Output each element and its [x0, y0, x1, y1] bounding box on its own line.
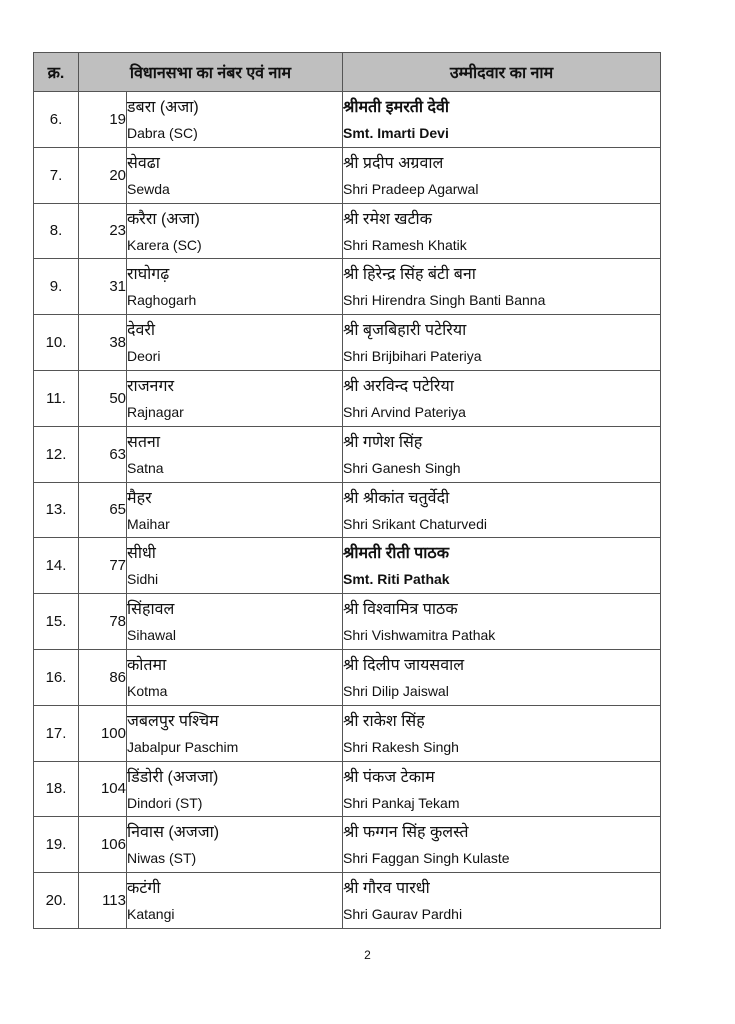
constituency-name-hindi: कटंगी [127, 880, 161, 898]
candidate-name-english: Shri Ganesh Singh [343, 459, 461, 476]
constituency-name [127, 649, 343, 705]
table-header-row [34, 53, 661, 92]
table-row [34, 370, 661, 426]
candidate-name-english: Shri Vishwamitra Pathak [343, 627, 496, 644]
constituency-name-hindi: करैरा (अजा) [127, 210, 200, 228]
serial-number: 13. [34, 482, 79, 538]
constituency-name [127, 594, 343, 650]
serial-number: 12. [34, 426, 79, 482]
constituency-name [127, 370, 343, 426]
candidate-name-english: Shri Pankaj Tekam [343, 794, 460, 811]
constituency-name-english: Rajnagar [127, 403, 184, 420]
candidate-name [343, 370, 661, 426]
constituency-number: 113 [79, 873, 127, 929]
serial-number: 20. [34, 873, 79, 929]
constituency-name-english: Dabra (SC) [127, 125, 198, 141]
constituency-name [127, 873, 343, 929]
serial-number: 7. [34, 147, 79, 203]
candidate-name-hindi: श्री बृजबिहारी पटेरिया [343, 322, 467, 340]
candidate-name [343, 705, 661, 761]
serial-number: 19. [34, 817, 79, 873]
serial-number: 15. [34, 594, 79, 650]
candidate-name-english: Shri Dilip Jaiswal [343, 682, 449, 699]
constituency-number: 31 [79, 259, 127, 315]
constituency-name-english: Jabalpur Paschim [127, 738, 239, 755]
candidate-name-hindi: श्री फग्गन सिंह कुलस्ते [343, 824, 469, 842]
constituency-name-english: Karera (SC) [127, 236, 202, 253]
constituency-name-english: Niwas (ST) [127, 850, 197, 867]
constituency-number: 104 [79, 761, 127, 817]
candidate-name-english: Shri Pradeep Agarwal [343, 180, 479, 197]
candidate-name-hindi: श्री गौरव पारधी [343, 880, 430, 898]
candidate-name [343, 873, 661, 929]
constituency-name-english: Maihar [127, 515, 170, 532]
header-constituency: विधानसभा का नंबर एवं नाम [79, 53, 343, 92]
constituency-name-english: Sewda [127, 180, 170, 197]
serial-number: 18. [34, 761, 79, 817]
constituency-name-english: Deori [127, 348, 161, 365]
serial-number: 6. [34, 92, 79, 148]
candidate-name-english: Shri Rakesh Singh [343, 738, 459, 755]
constituency-name-hindi: राघोगढ़ [127, 266, 170, 284]
candidate-name-english: Smt. Riti Pathak [343, 571, 450, 588]
header-serial: क्र. [34, 53, 79, 92]
constituency-name-english: Satna [127, 459, 164, 476]
candidate-name [343, 147, 661, 203]
candidate-name-english: Shri Brijbihari Pateriya [343, 348, 482, 365]
candidate-name [343, 315, 661, 371]
candidate-name-english: Shri Faggan Singh Kulaste [343, 850, 510, 867]
candidate-name [343, 594, 661, 650]
constituency-number: 65 [79, 482, 127, 538]
constituency-name [127, 259, 343, 315]
candidate-name [343, 259, 661, 315]
constituency-number: 106 [79, 817, 127, 873]
table-row [34, 482, 661, 538]
constituency-name-hindi: देवरी [127, 322, 156, 340]
candidate-table [33, 52, 661, 929]
constituency-number: 50 [79, 370, 127, 426]
table-row [34, 203, 661, 259]
constituency-name-english: Sihawal [127, 627, 177, 644]
constituency-name-hindi: कोतमा [127, 656, 167, 674]
candidate-name [343, 761, 661, 817]
serial-number: 10. [34, 315, 79, 371]
constituency-name-hindi: निवास (अजजा) [127, 824, 220, 842]
candidate-name-hindi: श्री गणेश सिंह [343, 433, 423, 451]
serial-number: 11. [34, 370, 79, 426]
constituency-name-hindi: जबलपुर पश्चिम [127, 712, 219, 730]
serial-number: 8. [34, 203, 79, 259]
constituency-name [127, 705, 343, 761]
constituency-name [127, 203, 343, 259]
table-row [34, 315, 661, 371]
candidate-name [343, 482, 661, 538]
constituency-name [127, 538, 343, 594]
candidate-name-english: Shri Hirendra Singh Banti Banna [343, 292, 546, 309]
constituency-number: 100 [79, 705, 127, 761]
constituency-name-hindi: डिंडोरी (अजजा) [127, 768, 219, 786]
constituency-number: 19 [79, 92, 127, 148]
table-row [34, 873, 661, 929]
constituency-number: 23 [79, 203, 127, 259]
constituency-name-hindi: मैहर [127, 489, 152, 507]
constituency-name-english: Katangi [127, 906, 175, 923]
header-candidate: उम्मीदवार का नाम [343, 53, 661, 92]
constituency-number: 20 [79, 147, 127, 203]
candidate-name-hindi: श्री दिलीप जायसवाल [343, 656, 465, 674]
table-row [34, 92, 661, 148]
candidate-name [343, 92, 661, 148]
candidate-name-english: Shri Srikant Chaturvedi [343, 515, 487, 532]
candidate-name-hindi: श्री हिरेन्द्र सिंह बंटी बना [343, 266, 476, 284]
candidate-name-hindi: श्रीमती इमरती देवी [343, 99, 449, 116]
candidate-name-english: Shri Arvind Pateriya [343, 403, 466, 420]
constituency-name [127, 426, 343, 482]
constituency-name-hindi: सेवढा [127, 154, 160, 172]
candidate-name-hindi: श्री राकेश सिंह [343, 712, 425, 730]
candidate-name [343, 203, 661, 259]
candidate-name-hindi: श्रीमती रीती पाठक [343, 545, 449, 563]
candidate-name [343, 538, 661, 594]
serial-number: 9. [34, 259, 79, 315]
candidate-name [343, 426, 661, 482]
constituency-name-hindi: राजनगर [127, 377, 174, 395]
candidate-name-hindi: श्री रमेश खटीक [343, 210, 432, 228]
candidate-name-hindi: श्री विश्वामित्र पाठक [343, 601, 458, 619]
candidate-name-hindi: श्री श्रीकांत चतुर्वेदी [343, 489, 450, 507]
constituency-name [127, 817, 343, 873]
constituency-name-hindi: सतना [127, 433, 160, 451]
candidate-name-hindi: श्री पंकज टेकाम [343, 768, 435, 786]
candidate-name-english: Shri Gaurav Pardhi [343, 906, 463, 923]
constituency-name-hindi: सीधी [127, 545, 156, 563]
table-row [34, 594, 661, 650]
constituency-name-english: Dindori (ST) [127, 794, 203, 811]
constituency-name [127, 315, 343, 371]
serial-number: 17. [34, 705, 79, 761]
table-row [34, 426, 661, 482]
constituency-name [127, 92, 343, 148]
constituency-name [127, 761, 343, 817]
serial-number: 14. [34, 538, 79, 594]
candidate-name-english: Shri Ramesh Khatik [343, 236, 467, 253]
table-row [34, 761, 661, 817]
constituency-name [127, 147, 343, 203]
table-row [34, 649, 661, 705]
constituency-name-hindi: डबरा (अजा) [127, 99, 199, 116]
constituency-number: 78 [79, 594, 127, 650]
candidate-name [343, 649, 661, 705]
constituency-name [127, 482, 343, 538]
serial-number: 16. [34, 649, 79, 705]
table-row [34, 817, 661, 873]
constituency-name-english: Raghogarh [127, 292, 197, 309]
candidate-name-english: Smt. Imarti Devi [343, 125, 449, 141]
constituency-name-english: Sidhi [127, 571, 159, 588]
table-row [34, 705, 661, 761]
candidate-name [343, 817, 661, 873]
constituency-number: 63 [79, 426, 127, 482]
candidate-name-hindi: श्री अरविन्द पटेरिया [343, 377, 454, 395]
constituency-name-hindi: सिंहावल [127, 601, 175, 619]
constituency-number: 77 [79, 538, 127, 594]
candidate-name-hindi: श्री प्रदीप अग्रवाल [343, 154, 444, 172]
table-row [34, 147, 661, 203]
page-number: 2 [364, 948, 371, 962]
table-row [34, 538, 661, 594]
constituency-name-english: Kotma [127, 682, 168, 699]
table-row [34, 259, 661, 315]
constituency-number: 38 [79, 315, 127, 371]
constituency-number: 86 [79, 649, 127, 705]
